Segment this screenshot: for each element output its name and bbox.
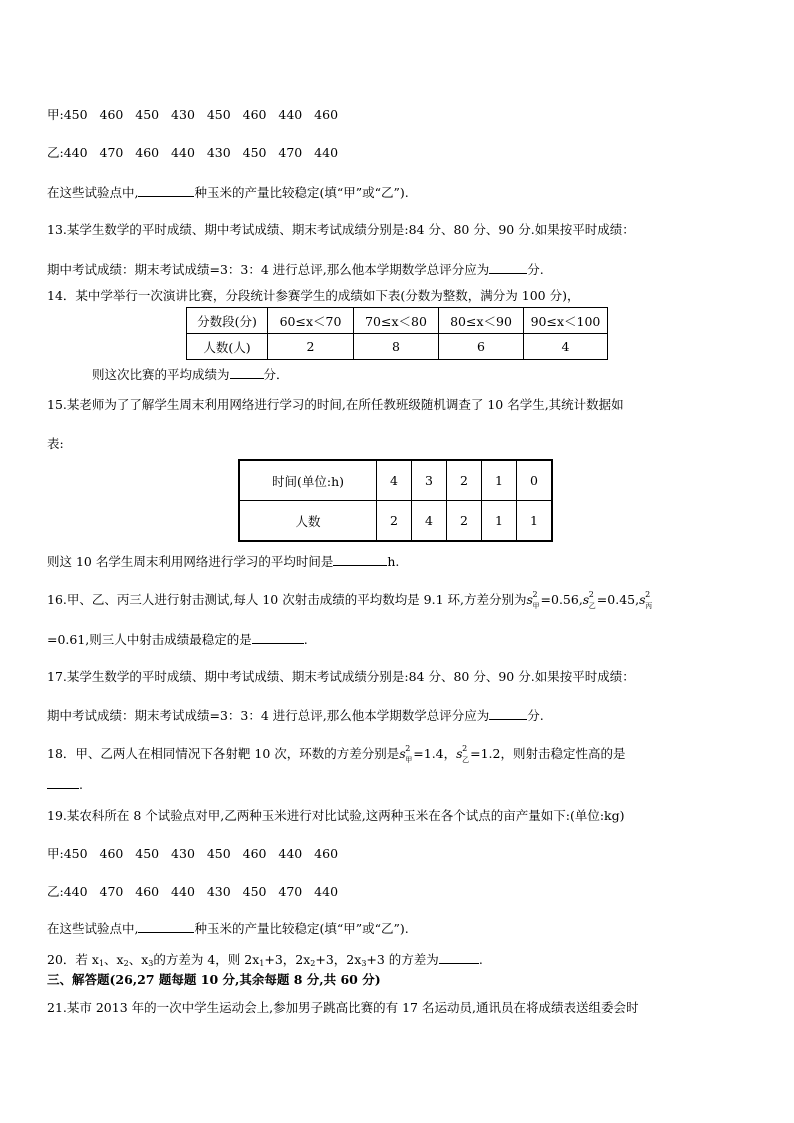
variance-symbol: s 2 甲 — [526, 590, 540, 610]
table-cell: 6 — [439, 334, 524, 360]
q15-time-table — [238, 459, 553, 542]
table-cell: 90≤x＜100 — [524, 308, 608, 334]
q20-line: 20．若 $x_1$、$x_2$、$x_3$的方差为 4，则 $2x_1+3$，$2x_2+3$，$2x_3+3$ 的方差为 . — [47, 952, 483, 968]
answer-blank[interactable] — [333, 553, 387, 566]
q15-line2: 表: — [47, 436, 64, 451]
q21-line1: 21.某市 2013 年的一次中学生运动会上,参加男子跳高比赛的有 17 名运动员,通讯员在将成绩表送组委会时 — [47, 1000, 639, 1015]
table-cell: 分数段(分) — [187, 308, 268, 334]
table-cell: 2 — [447, 501, 482, 542]
table-row — [239, 460, 552, 501]
table-cell: 4 — [524, 334, 608, 360]
answer-blank[interactable] — [138, 920, 194, 933]
table-cell: 人数(人) — [187, 334, 268, 360]
table-cell: 2 — [447, 460, 482, 501]
q19-question: 在这些试验点中, 种玉米的产量比较稳定(填“甲”或“乙”). — [47, 921, 409, 936]
q14-line1: 14．某中学举行一次演讲比赛，分段统计参赛学生的成绩如下表(分数为整数，满分为 100 分)， — [47, 288, 580, 303]
answer-blank[interactable] — [252, 631, 304, 644]
table-row — [187, 334, 608, 360]
table-cell: 70≤x＜80 — [354, 308, 439, 334]
section-heading: 三、解答题(26,27 题每题 10 分,其余每题 8 分,共 60 分) — [47, 972, 381, 987]
q19-yi-row: 乙:440 470 460 440 430 450 470 440 — [47, 884, 339, 899]
answer-blank[interactable] — [489, 707, 527, 720]
variance-symbol: s 2 乙 — [582, 590, 596, 610]
q12-question: 在这些试验点中, 种玉米的产量比较稳定(填“甲”或“乙”). — [47, 185, 409, 200]
table-cell: 60≤x＜70 — [268, 308, 354, 334]
table-cell: 80≤x＜90 — [439, 308, 524, 334]
q17-line1: 17.某学生数学的平时成绩、期中考试成绩、期末考试成绩分别是:84 分、80 分、90 分.如果按平时成绩： — [47, 669, 635, 684]
q19-line1: 19.某农科所在 8 个试验点对甲,乙两种玉米进行对比试验,这两种玉米在各个试点的亩产量如下:(单位:kg) — [47, 808, 625, 823]
table-cell: 时间(单位:h) — [239, 460, 377, 501]
answer-blank[interactable] — [230, 366, 264, 379]
answer-blank[interactable] — [439, 951, 479, 964]
answer-blank[interactable] — [489, 261, 527, 274]
table-cell: 4 — [412, 501, 447, 542]
answer-blank[interactable] — [47, 776, 79, 789]
q18-line1: 18．甲、乙两人在相同情况下各射靶 10 次，环数的方差分别是 s 2 甲 =1.4， s 2 乙 =1.2，则射击稳定性高的是 — [47, 744, 626, 764]
table-cell: 2 — [268, 334, 354, 360]
variance-symbol: s 2 甲 — [399, 744, 413, 764]
q13-line1: 13.某学生数学的平时成绩、期中考试成绩、期末考试成绩分别是:84 分、80 分、90 分.如果按平时成绩： — [47, 222, 635, 237]
table-cell: 1 — [482, 460, 517, 501]
table-row — [239, 501, 552, 542]
q16-line2: =0.61,则三人中射击成绩最稳定的是 . — [47, 632, 308, 647]
q12-jia-row: 甲:450 460 450 430 450 460 440 460 — [47, 107, 339, 122]
table-cell: 1 — [517, 501, 553, 542]
q17-line2: 期中考试成绩：期末考试成绩=3：3：4 进行总评,那么他本学期数学总评分应为 分. — [47, 708, 544, 723]
table-cell: 1 — [482, 501, 517, 542]
q12-yi-row: 乙:440 470 460 440 430 450 470 440 — [47, 145, 339, 160]
table-cell: 人数 — [239, 501, 377, 542]
q16-line1: 16.甲、乙、丙三人进行射击测试,每人 10 次射击成绩的平均数均是 9.1 环,方差分别为 s 2 甲 =0.56, s 2 乙 =0.45, s 2 丙 — [47, 590, 653, 610]
table-cell: 2 — [377, 501, 412, 542]
q19-jia-row: 甲:450 460 450 430 450 460 440 460 — [47, 846, 339, 861]
table-cell: 8 — [354, 334, 439, 360]
answer-blank[interactable] — [138, 184, 194, 197]
table-cell: 3 — [412, 460, 447, 501]
table-row — [187, 308, 608, 334]
q15-line1: 15.某老师为了了解学生周末利用网络进行学习的时间,在所任教班级随机调查了 10 名学生,其统计数据如 — [47, 397, 624, 412]
q18-line2: . — [47, 776, 83, 793]
q14-line2: 则这次比赛的平均成绩为 分． — [92, 367, 289, 382]
q13-line2: 期中考试成绩：期末考试成绩=3：3：4 进行总评,那么他本学期数学总评分应为 分. — [47, 262, 544, 277]
table-cell: 0 — [517, 460, 553, 501]
table-cell: 4 — [377, 460, 412, 501]
q14-score-table — [186, 307, 608, 360]
q15-line3: 则这 10 名学生周末利用网络进行学习的平均时间是 h. — [47, 554, 400, 569]
variance-symbol: s 2 丙 — [639, 590, 653, 610]
variance-symbol: s 2 乙 — [456, 744, 470, 764]
